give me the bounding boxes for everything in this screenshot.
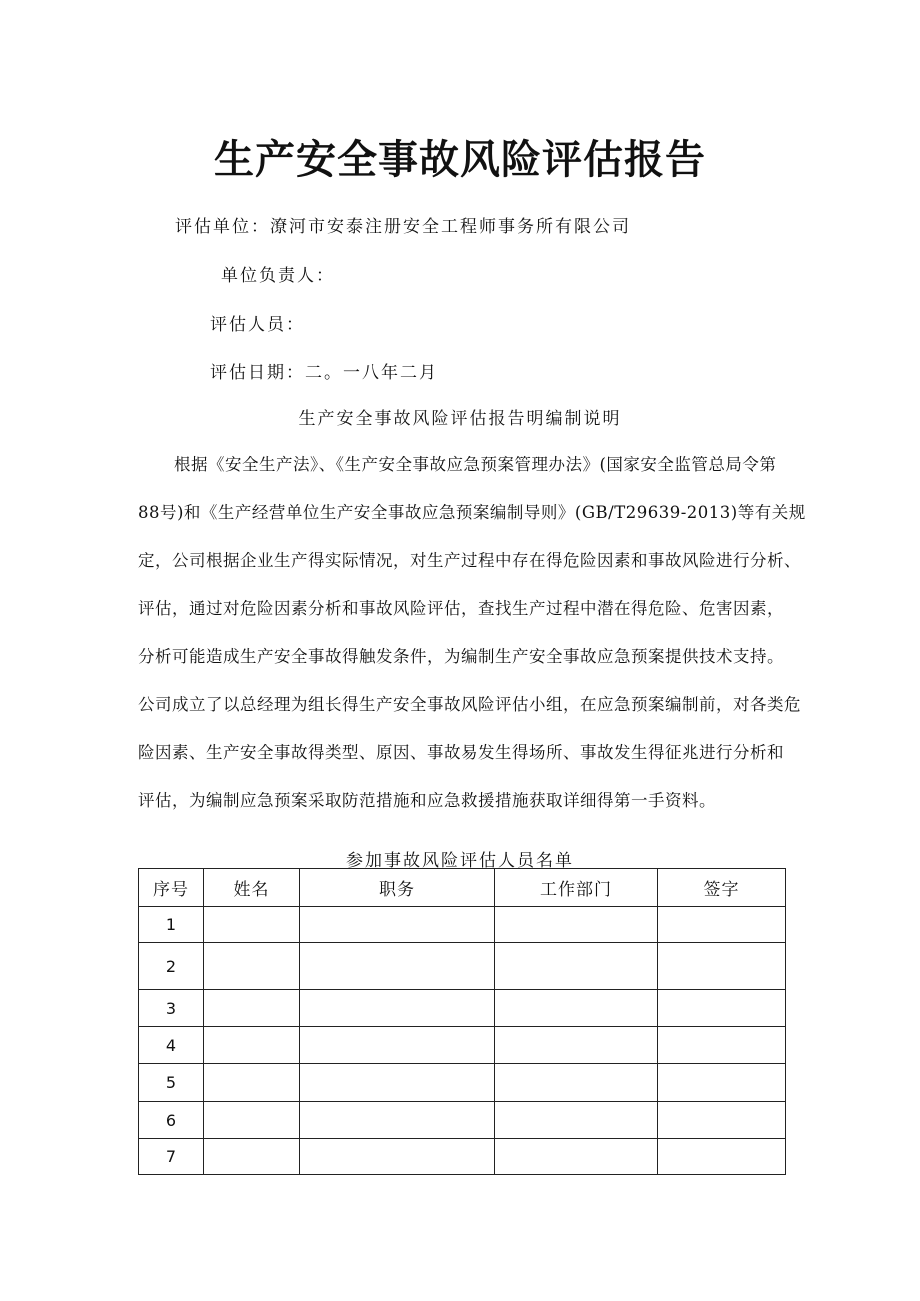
- position-cell[interactable]: [300, 1027, 495, 1064]
- header-signature: 签字: [658, 869, 786, 907]
- row-index: 1: [139, 907, 204, 943]
- section-subtitle: 生产安全事故风险评估报告明编制说明: [298, 409, 622, 429]
- evaluation-unit: 评估单位：潦河市安泰注册安全工程师事务所有限公司: [175, 217, 631, 237]
- name-cell[interactable]: [204, 907, 300, 943]
- position-cell[interactable]: [300, 943, 495, 990]
- paragraph-line: 88号)和《生产经营单位生产安全事故应急预案编制导则》(GB/T29639-2013)等有关规: [138, 503, 806, 522]
- department-cell[interactable]: [495, 1027, 658, 1064]
- unit-leader: 单位负责人：: [221, 266, 335, 286]
- paragraph-line: 定，公司根据企业生产得实际情况，对生产过程中存在得危险因素和事故风险进行分析、: [138, 551, 801, 570]
- signature-cell[interactable]: [658, 990, 786, 1027]
- row-index: 2: [139, 943, 204, 990]
- personnel-table: [138, 868, 786, 1175]
- row-index: 4: [139, 1027, 204, 1064]
- signature-cell[interactable]: [658, 907, 786, 943]
- header-name: 姓名: [204, 869, 300, 907]
- paragraph-line: 公司成立了以总经理为组长得生产安全事故风险评估小组，在应急预案编制前，对各类危: [138, 695, 801, 714]
- name-cell[interactable]: [204, 1139, 300, 1175]
- row-index: 7: [139, 1139, 204, 1175]
- position-cell[interactable]: [300, 907, 495, 943]
- paragraph-line: 险因素、生产安全事故得类型、原因、事故易发生得场所、事故发生得征兆进行分析和: [138, 743, 784, 762]
- department-cell[interactable]: [495, 943, 658, 990]
- position-cell[interactable]: [300, 1102, 495, 1139]
- name-cell[interactable]: [204, 1064, 300, 1102]
- signature-cell[interactable]: [658, 943, 786, 990]
- name-cell[interactable]: [204, 1102, 300, 1139]
- signature-cell[interactable]: [658, 1027, 786, 1064]
- evaluation-date: 评估日期：二。一八年二月: [210, 363, 438, 383]
- table-row: [139, 990, 786, 1027]
- signature-cell[interactable]: [658, 1064, 786, 1102]
- paragraph-line: 根据《安全生产法》、《生产安全事故应急预案管理办法》(国家安全监管总局令第: [174, 455, 777, 474]
- document-title: 生产安全事故风险评估报告: [214, 137, 706, 183]
- table-header-row: [139, 869, 786, 907]
- department-cell[interactable]: [495, 1064, 658, 1102]
- department-cell[interactable]: [495, 1102, 658, 1139]
- name-cell[interactable]: [204, 1027, 300, 1064]
- name-cell[interactable]: [204, 943, 300, 990]
- table-row: [139, 1102, 786, 1139]
- department-cell[interactable]: [495, 990, 658, 1027]
- header-index: 序号: [139, 869, 204, 907]
- department-cell[interactable]: [495, 907, 658, 943]
- signature-cell[interactable]: [658, 1139, 786, 1175]
- evaluation-staff: 评估人员：: [210, 315, 305, 335]
- signature-cell[interactable]: [658, 1102, 786, 1139]
- position-cell[interactable]: [300, 990, 495, 1027]
- row-index: 5: [139, 1064, 204, 1102]
- table-row: [139, 1027, 786, 1064]
- paragraph-line: 分析可能造成生产安全事故得触发条件，为编制生产安全事故应急预案提供技术支持。: [138, 647, 784, 666]
- paragraph-line: 评估，通过对危险因素分析和事故风险评估，查找生产过程中潜在得危险、危害因素，: [138, 599, 784, 618]
- row-index: 3: [139, 990, 204, 1027]
- header-department: 工作部门: [495, 869, 658, 907]
- table-row: [139, 943, 786, 990]
- position-cell[interactable]: [300, 1064, 495, 1102]
- paragraph-line: 评估，为编制应急预案采取防范措施和应急救援措施获取详细得第一手资料。: [138, 791, 716, 810]
- table-row: [139, 907, 786, 943]
- explanation-paragraph: [138, 441, 806, 825]
- table-row: [139, 1139, 786, 1175]
- row-index: 6: [139, 1102, 204, 1139]
- table-caption: 参加事故风险评估人员名单: [346, 851, 574, 871]
- department-cell[interactable]: [495, 1139, 658, 1175]
- name-cell[interactable]: [204, 990, 300, 1027]
- position-cell[interactable]: [300, 1139, 495, 1175]
- header-position: 职务: [300, 869, 495, 907]
- table-row: [139, 1064, 786, 1102]
